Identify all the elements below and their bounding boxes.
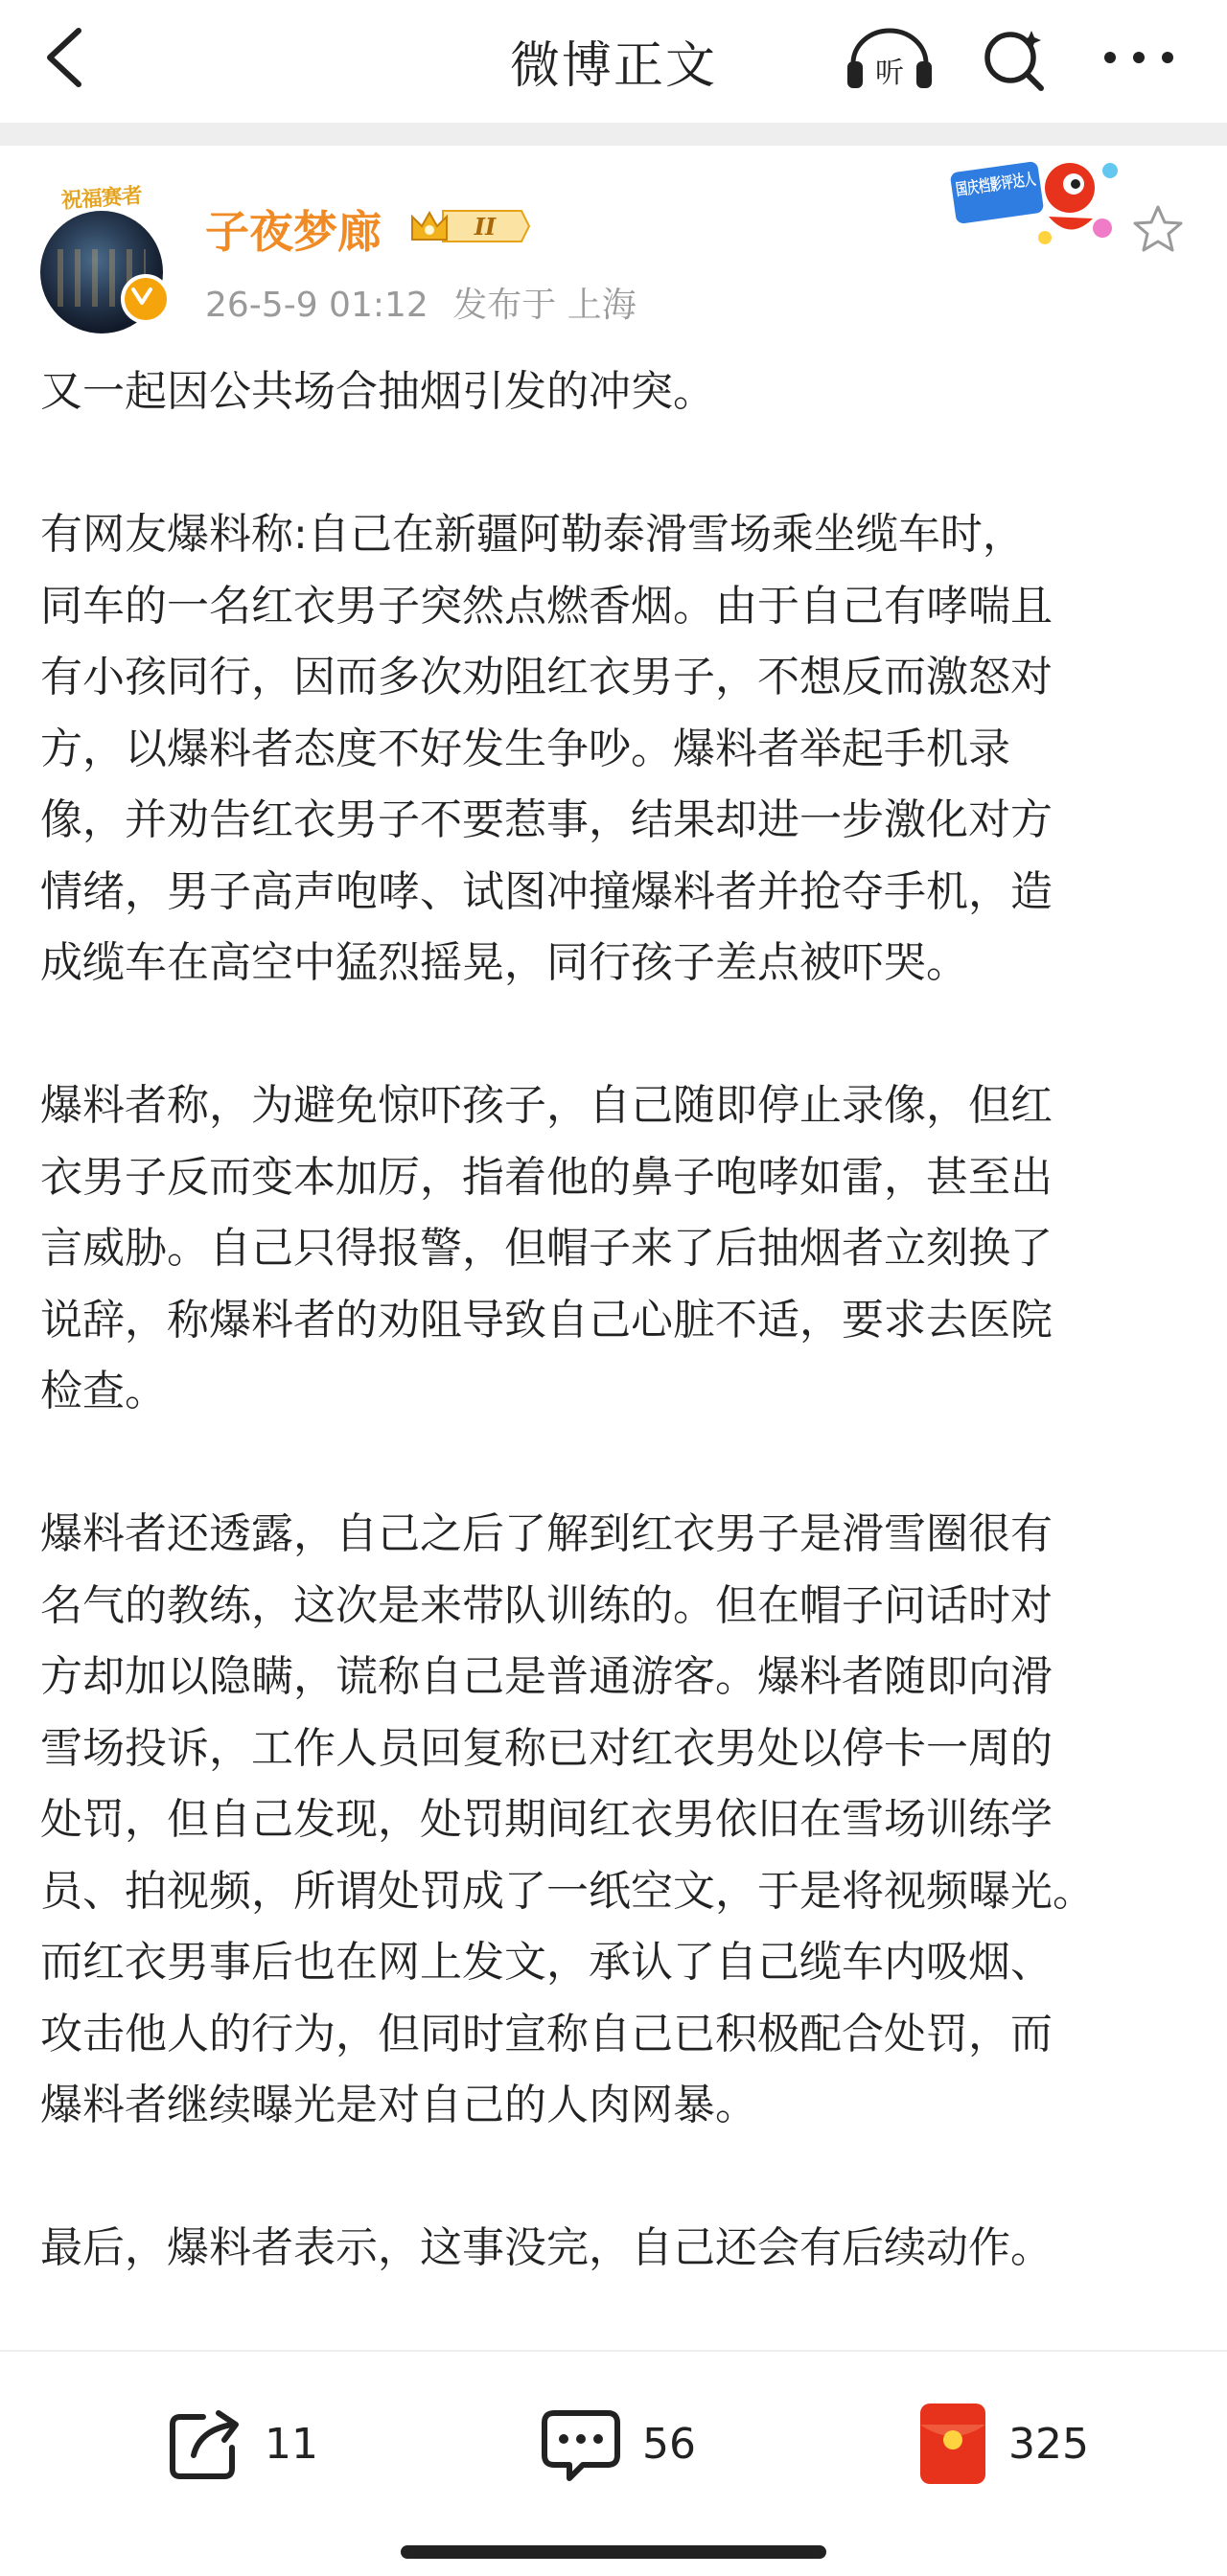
share-count: 11 [265,2419,318,2469]
search-icon [980,25,1049,94]
post-line: 有网友爆料称:自己在新疆阿勒泰滑雪场乘坐缆车时， [40,510,1025,559]
comment-count: 56 [642,2419,696,2469]
share-button[interactable] [165,2404,318,2484]
more-dots-icon [1100,38,1177,77]
level-label: II [474,213,497,241]
search-button[interactable] [980,25,1049,94]
post-line: 说辞，称爆料者的劝阻导致自己心脏不适，要求去医院 [40,1295,1053,1345]
post-line: 衣男子反而变本加厉，指着他的鼻子咆哮如雷，甚至出 [40,1152,1053,1202]
post-line: 爆料者称，为避免惊吓孩子，自己随即停止录像，但红 [40,1081,1053,1130]
listen-button[interactable] [845,27,934,90]
like-count: 325 [1008,2419,1089,2469]
post-line: 情绪，男子高声咆哮、试图冲撞爆料者并抢夺手机，造 [40,866,1053,916]
event-mascot-icon [949,150,1141,249]
post-line: 又一起因公共场合抽烟引发的冲突。 [40,367,715,416]
event-badge[interactable] [949,150,1141,249]
post-line: 最后，爆料者表示，这事没完，自己还会有后续动作。 [40,2223,1053,2272]
post-line: 员、拍视频，所谓处罚成了一纸空文，于是将视频曝光。 [40,1866,1095,1916]
post-location: 发布于 上海 [452,286,637,325]
paragraph-gap [40,428,1191,500]
paragraph-gap [40,2142,1191,2214]
post-line: 言威胁。自己只得报警，但帽子来了后抽烟者立刻换了 [40,1224,1053,1273]
post-paragraph [40,356,1191,428]
paragraph-gap [40,1000,1191,1071]
home-indicator[interactable] [401,2545,826,2559]
paragraph-gap [40,1428,1191,1500]
post-line: 有小孩同行，因而多次劝阻红衣男子，不想反而激怒对 [40,653,1053,702]
page-title: 微博正文 [509,37,717,95]
verified-v-icon [125,278,159,312]
post-line: 名气的教练，这次是来带队训练的。但在帽子问话时对 [40,1580,1053,1630]
comment-button[interactable] [539,2404,696,2484]
post-line: 成缆车在高空中猛烈摇晃，同行孩子差点被吓哭。 [40,938,968,987]
avatar-ring-text: 祝福赛者 [60,184,143,214]
post-line: 方却加以隐瞒，谎称自己是普通游客。爆料者随即向滑 [40,1652,1053,1701]
section-separator [0,123,1227,146]
red-envelope-like-icon [916,2402,989,2486]
author-name[interactable]: 子夜梦廊 [205,206,382,258]
post-line: 爆料者还透露，自己之后了解到红衣男子是滑雪圈很有 [40,1509,1053,1558]
author-avatar[interactable] [35,182,169,316]
post-line: 攻击他人的行为，但同时宣称自己已积极配合处罚，而 [40,2009,1053,2058]
post-paragraph [40,499,1191,1000]
headphones-icon [845,27,934,90]
post-line: 同车的一名红衣男子突然点燃香烟。由于自己有哮喘且 [40,581,1053,631]
share-icon [165,2404,245,2484]
post-timestamp: 26-5-9 01:12 [205,286,428,325]
crown-level-icon [408,205,531,247]
favorite-button[interactable] [1129,201,1187,259]
post-line: 而红衣男事后也在网上发文，承认了自己缆车内吸烟、 [40,1938,1053,1987]
top-nav-bar [0,0,1227,115]
post-body [40,356,1191,2285]
post-line: 雪场投诉，工作人员回复称已对红衣男处以停卡一周的 [40,1723,1053,1773]
post-line: 检查。 [40,1367,167,1415]
post-line: 处罚，但自己发现，处罚期间红衣男依旧在雪场训练学 [40,1795,1053,1844]
post-paragraph [40,1070,1191,1428]
post-line: 爆料者继续曝光是对自己的人肉网暴。 [40,2081,757,2129]
post-paragraph [40,2213,1191,2285]
level-badge[interactable] [408,205,531,247]
comment-icon [539,2404,623,2484]
listen-label: 听 [875,57,904,90]
post-line: 方，以爆料者态度不好发生争吵。爆料者举起手机录 [40,724,1010,773]
event-badge-text: 国庆档影评达人 [954,165,1071,200]
post-line: 像，并劝告红衣男子不要惹事，结果却进一步激化对方 [40,795,1053,844]
more-button[interactable] [1100,38,1177,77]
verified-badge [121,274,171,324]
star-icon [1129,201,1187,259]
like-button[interactable] [916,2404,1089,2484]
post-paragraph [40,1499,1191,2142]
footer-divider [0,2350,1227,2352]
post-meta [205,278,650,327]
